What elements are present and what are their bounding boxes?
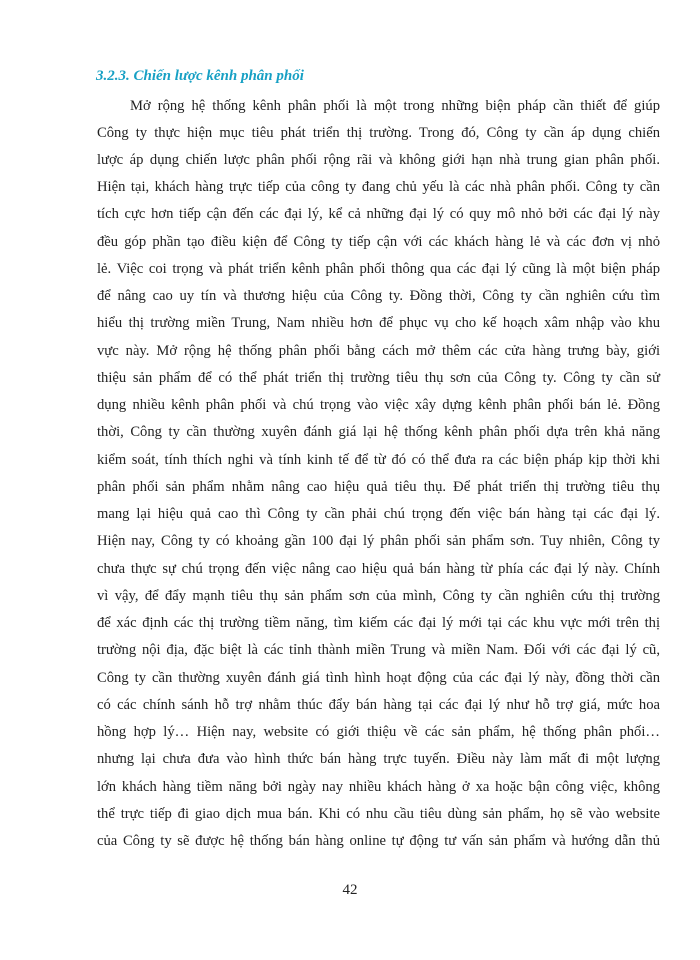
body-line: trường nội địa, đặc biệt là các tỉnh thành miền Trung và miền Nam. Đối với các đại lý cũ, <box>97 642 660 658</box>
body-line: có các chính sánh hỗ trợ nhằm thúc đẩy bán hàng tại các đại lý như hỗ trợ giá, mức hoa <box>97 697 660 713</box>
page-number: 42 <box>342 882 358 898</box>
body-line: vì vậy, để đẩy mạnh tiêu thụ sản phẩm sơn của mình, Công ty cần nghiên cứu thị trường <box>97 588 660 604</box>
body-line: lược áp dụng chiến lược phân phối rộng rãi và không giới hạn nhà trung gian phân phối. <box>97 152 660 168</box>
body-line: chưa thực sự chú trọng đến việc nâng cao hiệu quả bán hàng từ phía các đại lý này. Chính <box>97 561 660 577</box>
section-heading: 3.2.3. Chiến lược kênh phân phối <box>96 68 304 84</box>
body-line: Công ty thực hiện mục tiêu phát triển thị trường. Trong đó, Công ty cần áp dụng chiến <box>97 125 660 141</box>
body-line: kiểm soát, tính thích nghi và tính kinh tế để từ đó có thể đưa ra các biện pháp kịp thời khi <box>97 452 660 468</box>
body-line: lẻ. Việc coi trọng và phát triển kênh phân phối thông qua các đại lý cũng là một biện pháp <box>97 261 660 277</box>
body-line: phân phối sản phẩm nhằm nâng cao hiệu quả tiêu thụ. Để phát triển thị trường tiêu thụ <box>97 479 660 495</box>
body-line: dụng nhiều kênh phân phối và chú trọng vào việc xây dựng kênh phân phối bán lẻ. Đồng <box>97 397 660 413</box>
body-line: mang lại hiệu quả cao thì Công ty cần phải chú trọng đến việc bán hàng tại các đại lý. <box>97 506 660 522</box>
body-line: để xác định các thị trường tiềm năng, tìm kiếm các đại lý mới tại các khu vực mới trên thị <box>97 615 660 631</box>
body-line: vực này. Mở rộng hệ thống phân phối bằng cách mở thêm các cửa hàng trưng bày, giới <box>97 343 660 359</box>
body-line: nhưng lại chưa đưa vào hình thức bán hàng trực tuyến. Điều này làm mất đi một lượng <box>97 751 660 767</box>
body-line: Hiện nay, Công ty có khoảng gần 100 đại lý phân phối sản phẩm sơn. Tuy nhiên, Công ty <box>97 533 660 549</box>
body-line: đều góp phần tạo điều kiện để Công ty tiếp cận với các khách hàng lẻ và các đơn vị nhỏ <box>97 234 660 250</box>
body-line: thiệu sản phẩm để có thể phát triển thị trường tiêu thụ sơn của Công ty. Công ty cần sử <box>97 370 660 386</box>
body-line: Công ty cần thường xuyên đánh giá tình hình hoạt động của các đại lý này, đồng thời cần <box>97 670 660 686</box>
body-line: thể trực tiếp đi giao dịch mua bán. Khi có nhu cầu tiêu dùng sản phẩm, họ sẽ vào website <box>97 806 660 822</box>
body-line: Mở rộng hệ thống kênh phân phối là một trong những biện pháp cần thiết để giúp <box>130 98 660 114</box>
body-line: tích cực hơn tiếp cận đến các đại lý, kể cả những đại lý có quy mô nhỏ bởi các đại lý này <box>97 206 660 222</box>
body-line: lớn khách hàng tiềm năng bởi ngày nay nhiều khách hàng ở xa hoặc bận công việc, không <box>97 779 660 795</box>
body-line: thời, Công ty cần thường xuyên đánh giá lại hệ thống kênh phân phối dựa trên khả năng <box>97 424 660 440</box>
body-line: của Công ty sẽ được hệ thống bán hàng online tự động tư vấn sản phẩm và hướng dẫn thủ <box>97 833 660 849</box>
body-line: hồng hợp lý… Hiện nay, website có giới thiệu về các sản phẩm, hệ thống phân phối… <box>97 724 660 740</box>
body-line: để nâng cao uy tín và thương hiệu của Công ty. Đồng thời, Công ty cần nghiên cứu tìm <box>97 288 660 304</box>
body-line: Hiện tại, khách hàng trực tiếp của công ty đang chủ yếu là các nhà phân phối. Công ty cần <box>97 179 660 195</box>
body-line: hiểu thị trường miền Trung, Nam nhiều hơn để phục vụ cho kế hoạch xâm nhập vào khu <box>97 315 660 331</box>
